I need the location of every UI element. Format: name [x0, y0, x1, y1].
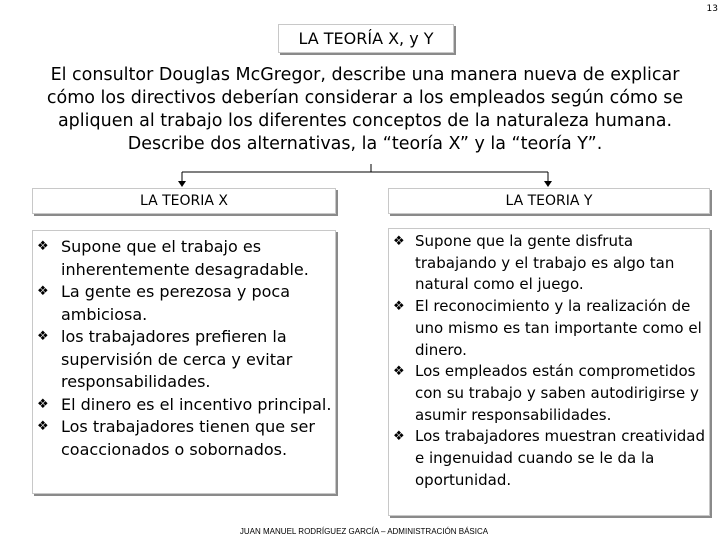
- list-item: ❖ El reconocimiento y la realización de uno mismo es tan importante como el dinero.: [393, 297, 702, 359]
- diamond-bullet-icon: ❖: [37, 329, 49, 344]
- diamond-bullet-icon: ❖: [393, 299, 405, 315]
- list-item: ❖ El dinero es el incentivo principal.: [33, 394, 333, 417]
- list-item: ❖ La gente es perezosa y poca ambiciosa.: [37, 282, 290, 324]
- list-item: ❖ Supone que el trabajo es inherentemente desagradable.: [37, 237, 309, 279]
- theory-x-header-box: [32, 188, 336, 214]
- list-item: ❖ Los trabajadores tienen que ser coaccionados o sobornados.: [37, 417, 315, 459]
- diamond-bullet-icon: ❖: [393, 234, 405, 249]
- theory-x-list-box: [32, 230, 336, 494]
- arrow-down-left-icon: [178, 181, 186, 187]
- theory-y-header-box: [388, 188, 710, 214]
- theory-y-heading: LA TEORIA Y: [505, 193, 593, 209]
- page-number: 13: [706, 4, 718, 14]
- theory-y-list: [389, 229, 709, 491]
- theory-y-list-box: [388, 228, 710, 516]
- diamond-bullet-icon: ❖: [37, 396, 49, 412]
- diamond-bullet-icon: ❖: [37, 419, 49, 434]
- intro-paragraph: El consultor Douglas McGregor, describe una manera nueva de explicar cómo los directivos deberían considerar a los empleados según cómo se apliquen al trabajo los diferentes conceptos de la naturaleza humana. Describe dos alternativas, la “teoría X” y la “teoría Y”.: [46, 65, 684, 154]
- page-title: LA TEORÍA X, y Y: [298, 29, 434, 48]
- diamond-bullet-icon: ❖: [37, 284, 49, 299]
- diamond-bullet-icon: ❖: [37, 239, 49, 254]
- list-item: ❖ Los trabajadores muestran creatividad e ingenuidad cuando se le da la oportunidad.: [393, 427, 706, 489]
- footer: JUAN MANUEL RODRÍGUEZ GARCÍA – ADMINISTRACIÓN BÁSICA: [239, 527, 489, 536]
- list-item: ❖ Los empleados están comprometidos con su trabajo y saben autodirigirse y asumir responsabilidades.: [393, 362, 699, 424]
- arrow-down-right-icon: [544, 181, 552, 187]
- diamond-bullet-icon: ❖: [393, 429, 405, 445]
- diamond-bullet-icon: ❖: [393, 364, 405, 380]
- list-item: ❖ los trabajadores prefieren la supervisión de cerca y evitar responsabilidades.: [37, 327, 293, 391]
- theory-x-list: [33, 231, 335, 461]
- theory-x-heading: LA TEORIA X: [139, 193, 229, 209]
- list-item: ❖ Supone que la gente disfruta trabajando y el trabajo es algo tan natural como el juego.: [393, 232, 675, 294]
